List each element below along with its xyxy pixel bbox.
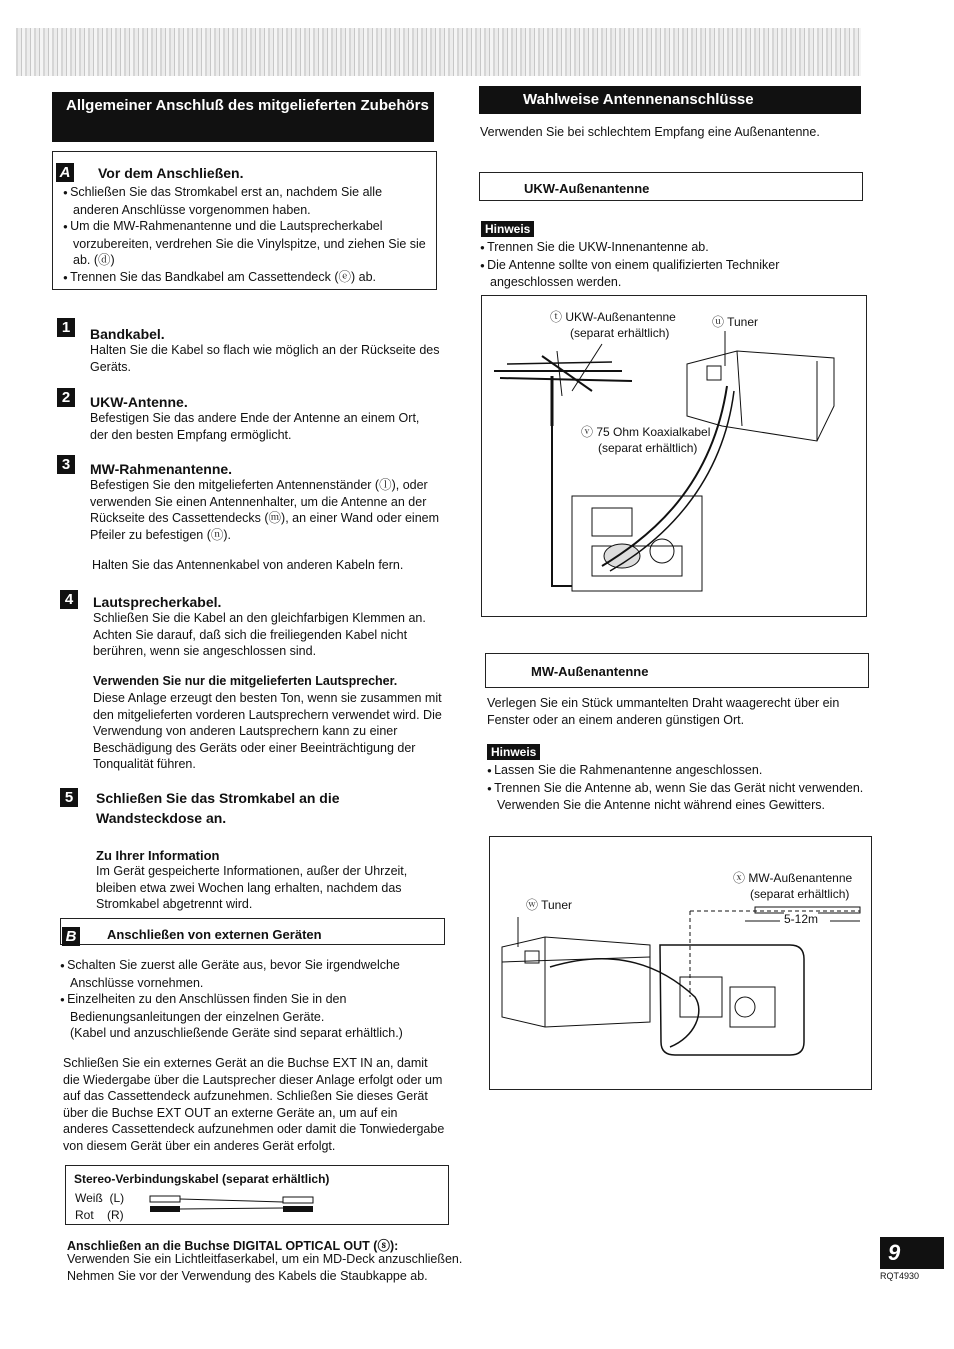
left-header [52, 92, 434, 142]
section-a-bullet-2: ● Um die MW-Rahmenantenne und die Lautsprecherkabel vorzubereiten, verdrehen Sie die Vinylspitze, und ziehen Sie sie ab. (ⓓ) [63, 218, 426, 269]
digital-text: Verwenden Sie ein Lichtleitfaserkabel, um ein MD-Deck anzuschließen. Nehmen Sie vor der Verwendung des Kabels die Staubkappe ab. [67, 1252, 463, 1283]
left-header-text: Allgemeiner Anschluß des mitgelieferten Zubehörs [66, 97, 429, 114]
right-intro: Verwenden Sie bei schlechtem Empfang eine Außenantenne. [480, 125, 820, 139]
ukw-figure [481, 295, 867, 617]
ukw-fig-tuner: ⓤ Tuner [712, 315, 759, 329]
step-3-title: MW-Rahmenantenne. [90, 461, 233, 477]
mw-title: MW-Außenantenne [531, 664, 649, 679]
ukw-hinweis-badge: Hinweis [481, 221, 534, 237]
mw-figure [489, 836, 872, 1090]
mw-text: Verlegen Sie ein Stück ummantelten Draht waagerecht über ein Fenster oder an einem anderen günstigen Ort. [487, 696, 840, 727]
mw-hinweis-list [487, 762, 870, 814]
step-3-badge: 3 [57, 455, 75, 474]
step-4-badge: 4 [60, 590, 78, 609]
step-1-badge: 1 [57, 318, 75, 337]
step-3-extra: Halten Sie das Antennenkabel von anderen Kabeln fern. [92, 558, 404, 572]
step-4-title: Lautsprecherkabel. [93, 594, 222, 610]
mw-hinweis-2: ● Trennen Sie die Antenne ab, wenn Sie das Gerät nicht verwenden. Verwenden Sie die Antenne nicht während eines Gewitters. [487, 780, 870, 814]
cable-red-label: Rot (R) [75, 1208, 124, 1222]
section-b-bullet-2: ● Einzelheiten zu den Anschlüssen finden Sie in den Bedienungsanleitungen der einzelnen Geräte. [60, 991, 445, 1025]
section-b-bullet-1: ● Schalten Sie zuerst alle Geräte aus, bevor Sie irgendwelche Anschlüsse vornehmen. [60, 957, 445, 991]
step-4-text: Schließen Sie die Kabel an den gleichfarbigen Klemmen an. Achten Sie darauf, daß sich die freiliegenden Kabel nicht berühren, wenn sie angeschlossen sind. [93, 611, 426, 658]
step-5-title: Schließen Sie das Stromkabel an die Wandsteckdose an. [96, 790, 340, 826]
digital-title: Anschließen an die Buchse DIGITAL OPTICAL OUT (ⓢ): [67, 1239, 399, 1253]
step-3-text: Befestigen Sie den mitgelieferten Antennenständer (ⓛ), oder verwenden Sie einen Antennenhalter, um die Antenne an der Rückseite des Cassettendecks (ⓜ), an einer Wand oder einem Pfeiler zu befestigen (ⓝ). [90, 478, 440, 542]
ukw-hinweis-list [480, 239, 865, 291]
right-header [479, 86, 861, 114]
cable-white-label: Weiß (L) [75, 1191, 125, 1205]
step-4-subtitle: Verwenden Sie nur die mitgelieferten Lautsprecher. [93, 674, 398, 688]
step-2-text: Befestigen Sie das andere Ende der Antenne an einem Ort, der den besten Empfang ermöglicht. [90, 411, 420, 442]
step-5-subtext: Im Gerät gespeicherte Informationen, außer der Uhrzeit, bleiben etwa zwei Wochen lang erhalten, nachdem das Stromkabel abgetrennt wird. [96, 864, 408, 911]
cable-title: Stereo-Verbindungskabel (separat erhältlich) [74, 1172, 330, 1186]
stereo-cable-illustration [148, 1188, 323, 1222]
step-4-subtext: Diese Anlage erzeugt den besten Ton, wenn sie zusammen mit den mitgelieferten vorderen Lautsprechern verwendet wird. Die Verwendung von anderen Lautsprechern kann zu einer Beschädigung des Geräts oder einer Beeinträchtigung der Tonqualität führen. [93, 691, 442, 771]
section-a-title: Vor dem Anschließen. [98, 165, 244, 181]
section-b-title: Anschließen von externen Geräten [107, 927, 322, 942]
scan-noise-band [16, 28, 861, 76]
section-a-badge: A [56, 163, 74, 182]
ukw-fig-antenna: ⓣ UKW-Außenantenne [550, 310, 676, 324]
ukw-fig-antenna-sub: (separat erhältlich) [570, 326, 670, 340]
mw-hinweis-1: ● Lassen Sie die Rahmenantenne angeschlossen. [487, 762, 870, 780]
mw-hinweis-badge: Hinweis [487, 744, 540, 760]
mw-fig-tuner: ⓦ Tuner [526, 898, 573, 912]
section-b-paragraph: Schließen Sie ein externes Gerät an die Buchse EXT IN an, damit die Wiedergabe über die Lautsprecher dieser Anlage erfolgt oder um auf das Cassettendeck aufzunehmen. Schließen Sie dieses Gerät über die Buchse EXT OUT an externe Geräte an, um auf ein anderes Cassettendeck aufzunehmen oder damit die Tonwiedergabe von diesem Gerät über ein anderes Gerät erfolgt. [63, 1056, 445, 1153]
mw-fig-antenna: ⓧ MW-Außenantenne [733, 871, 853, 885]
ukw-figure-illustration [482, 296, 866, 616]
ukw-hinweis-1: ● Trennen Sie die UKW-Innenantenne ab. [480, 239, 865, 257]
section-b-note: (Kabel und anzuschließende Geräte sind separat erhältlich.) [70, 1026, 403, 1040]
section-b-list [60, 957, 445, 1042]
ukw-fig-cable-sub: (separat erhältlich) [598, 441, 698, 455]
ukw-title: UKW-Außenantenne [524, 181, 650, 196]
ukw-hinweis-2: ● Die Antenne sollte von einem qualifizierten Techniker angeschlossen werden. [480, 257, 865, 291]
page-number: 9 [888, 1240, 901, 1265]
mw-fig-length: 5-12m [784, 912, 819, 926]
section-a-bullet-3: ● Trennen Sie das Bandkabel am Cassettendeck (ⓔ) ab. [63, 269, 426, 287]
right-header-text: Wahlweise Antennenanschlüsse [523, 91, 754, 108]
step-5-badge: 5 [60, 788, 78, 807]
section-a-bullet-1: ● Schließen Sie das Stromkabel erst an, nachdem Sie alle anderen Anschlüsse vorgenommen haben. [63, 184, 426, 218]
step-2-title: UKW-Antenne. [90, 394, 188, 410]
doc-code: RQT4930 [880, 1271, 920, 1281]
ukw-fig-cable: ⓥ 75 Ohm Koaxialkabel [581, 425, 711, 439]
section-b-badge: B [62, 927, 80, 946]
mw-fig-antenna-sub: (separat erhältlich) [750, 887, 850, 901]
section-a-list [63, 184, 426, 286]
step-1-title: Bandkabel. [90, 326, 165, 342]
step-1-text: Halten Sie die Kabel so flach wie möglich an der Rückseite des Geräts. [90, 343, 440, 374]
step-5-subtitle: Zu Ihrer Information [96, 848, 220, 863]
step-2-badge: 2 [57, 388, 75, 407]
